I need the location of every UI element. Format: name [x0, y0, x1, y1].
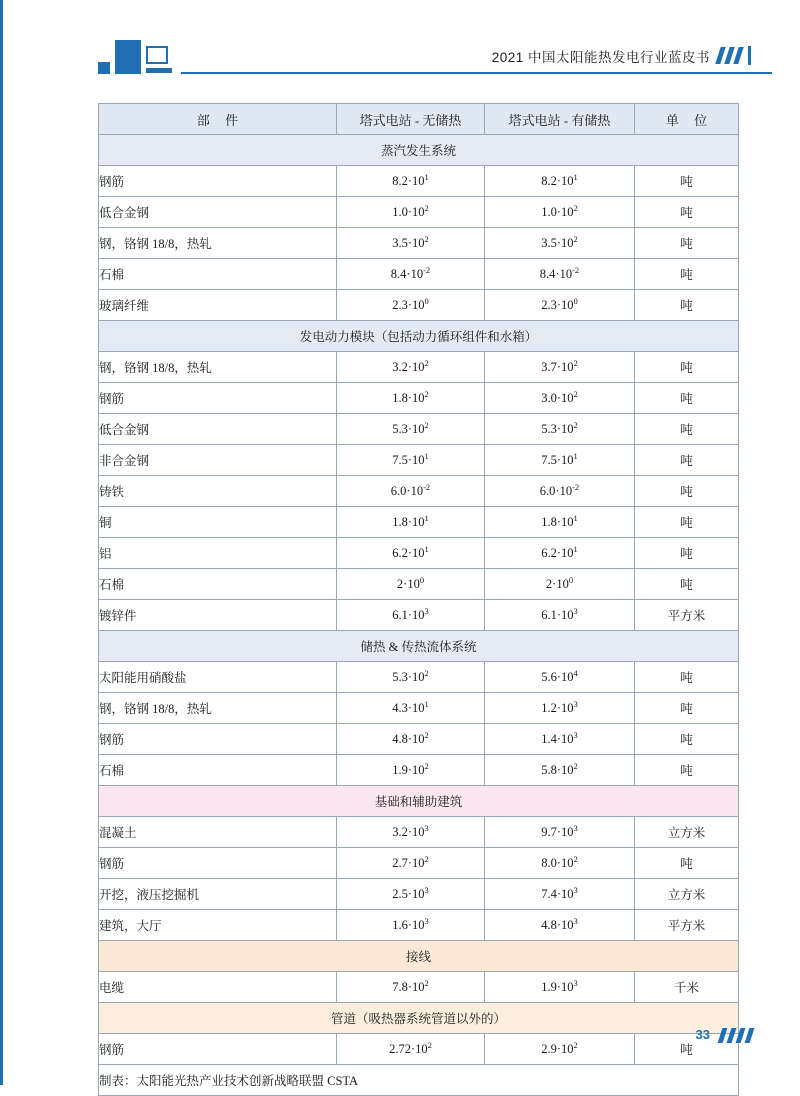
table-row: [99, 352, 739, 383]
component-name-cell: 铸铁: [99, 476, 337, 507]
table-row: [99, 166, 739, 197]
component-name-cell: 太阳能用硝酸盐: [99, 662, 337, 693]
unit-cell: 平方米: [635, 910, 739, 941]
value-with-storage-cell: $3.0\cdot 10^2$: [485, 383, 635, 414]
table-row: [99, 228, 739, 259]
column-header: 塔式电站 - 有储热: [485, 104, 635, 135]
section-header-row: [99, 1003, 739, 1034]
value-no-storage-cell: $1.9\cdot 10^2$: [337, 755, 485, 786]
unit-cell: 立方米: [635, 817, 739, 848]
section-header-row: [99, 321, 739, 352]
section-header-row: [99, 631, 739, 662]
component-name-cell: 混凝土: [99, 817, 337, 848]
value-with-storage-cell: $2\cdot 10^0$: [485, 569, 635, 600]
component-name-cell: 钢筋: [99, 1034, 337, 1065]
value-no-storage-cell: $3.5\cdot 10^2$: [337, 228, 485, 259]
unit-cell: 吨: [635, 848, 739, 879]
header-title: 2021 中国太阳能热发电行业蓝皮书: [491, 50, 710, 65]
component-name-cell: 钢筋: [99, 724, 337, 755]
value-no-storage-cell: $8.4\cdot 10^{-2}$: [337, 259, 485, 290]
unit-cell: 吨: [635, 538, 739, 569]
section-header-row: [99, 941, 739, 972]
unit-cell: 吨: [635, 414, 739, 445]
unit-cell: 吨: [635, 383, 739, 414]
table-row: [99, 910, 739, 941]
component-name-cell: 铜: [99, 507, 337, 538]
unit-cell: 吨: [635, 724, 739, 755]
unit-cell: 吨: [635, 352, 739, 383]
value-with-storage-cell: $1.8\cdot 10^1$: [485, 507, 635, 538]
unit-cell: 吨: [635, 755, 739, 786]
materials-table-container: [98, 103, 738, 1096]
component-name-cell: 低合金钢: [99, 414, 337, 445]
table-row: [99, 848, 739, 879]
component-name-cell: 电缆: [99, 972, 337, 1003]
value-with-storage-cell: $2.3\cdot 10^0$: [485, 290, 635, 321]
value-with-storage-cell: $9.7\cdot 10^3$: [485, 817, 635, 848]
component-name-cell: 钢，铬钢 18/8，热轧: [99, 693, 337, 724]
value-with-storage-cell: $5.6\cdot 10^4$: [485, 662, 635, 693]
slanted-bars-icon: [718, 47, 764, 64]
header-divider: [181, 72, 772, 74]
page-number: 33: [695, 1027, 710, 1042]
value-no-storage-cell: $1.8\cdot 10^2$: [337, 383, 485, 414]
value-no-storage-cell: $7.8\cdot 10^2$: [337, 972, 485, 1003]
component-name-cell: 玻璃纤维: [99, 290, 337, 321]
value-with-storage-cell: $3.5\cdot 10^2$: [485, 228, 635, 259]
slanted-bars-icon: [720, 1028, 772, 1043]
value-with-storage-cell: $1.0\cdot 10^2$: [485, 197, 635, 228]
table-row: [99, 600, 739, 631]
table-row: [99, 538, 739, 569]
component-name-cell: 钢筋: [99, 383, 337, 414]
unit-cell: 吨: [635, 1034, 739, 1065]
unit-cell: 吨: [635, 662, 739, 693]
page-footer: [652, 1027, 772, 1045]
column-header: 单 位: [635, 104, 739, 135]
page-header: [3, 38, 772, 84]
unit-cell: 吨: [635, 290, 739, 321]
value-no-storage-cell: $1.0\cdot 10^2$: [337, 197, 485, 228]
unit-cell: 吨: [635, 259, 739, 290]
unit-cell: 平方米: [635, 600, 739, 631]
logo-blocks-icon: [98, 40, 178, 80]
value-no-storage-cell: $6.1\cdot 10^3$: [337, 600, 485, 631]
table-row: [99, 817, 739, 848]
component-name-cell: 钢筋: [99, 166, 337, 197]
value-no-storage-cell: $6.0\cdot 10^{-2}$: [337, 476, 485, 507]
value-with-storage-cell: $1.9\cdot 10^3$: [485, 972, 635, 1003]
unit-cell: 吨: [635, 476, 739, 507]
table-note: 制表：太阳能光热产业技术创新战略联盟 CSTA: [99, 1065, 739, 1096]
value-no-storage-cell: $3.2\cdot 10^2$: [337, 352, 485, 383]
section-title: 基础和辅助建筑: [99, 786, 739, 817]
table-row: [99, 569, 739, 600]
value-no-storage-cell: $4.3\cdot 10^1$: [337, 693, 485, 724]
value-no-storage-cell: $5.3\cdot 10^2$: [337, 414, 485, 445]
unit-cell: 吨: [635, 197, 739, 228]
table-row: [99, 662, 739, 693]
value-with-storage-cell: $7.4\cdot 10^3$: [485, 879, 635, 910]
unit-cell: 吨: [635, 569, 739, 600]
component-name-cell: 建筑，大厅: [99, 910, 337, 941]
value-with-storage-cell: $3.7\cdot 10^2$: [485, 352, 635, 383]
unit-cell: 千米: [635, 972, 739, 1003]
table-row: [99, 197, 739, 228]
unit-cell: 吨: [635, 166, 739, 197]
value-no-storage-cell: $2.7\cdot 10^2$: [337, 848, 485, 879]
section-title: 发电动力模块（包括动力循环组件和水箱）: [99, 321, 739, 352]
component-name-cell: 石棉: [99, 569, 337, 600]
component-name-cell: 镀锌件: [99, 600, 337, 631]
component-name-cell: 开挖，液压挖掘机: [99, 879, 337, 910]
unit-cell: 吨: [635, 445, 739, 476]
table-row: [99, 972, 739, 1003]
value-with-storage-cell: $2.9\cdot 10^2$: [485, 1034, 635, 1065]
materials-table: [98, 103, 739, 1096]
component-name-cell: 低合金钢: [99, 197, 337, 228]
table-row: [99, 755, 739, 786]
value-no-storage-cell: $8.2\cdot 10^1$: [337, 166, 485, 197]
value-no-storage-cell: $1.6\cdot 10^3$: [337, 910, 485, 941]
value-no-storage-cell: $5.3\cdot 10^2$: [337, 662, 485, 693]
table-note-row: [99, 1065, 739, 1096]
value-no-storage-cell: $2.5\cdot 10^3$: [337, 879, 485, 910]
value-with-storage-cell: $6.2\cdot 10^1$: [485, 538, 635, 569]
value-no-storage-cell: $2\cdot 10^0$: [337, 569, 485, 600]
value-with-storage-cell: $8.0\cdot 10^2$: [485, 848, 635, 879]
section-header-row: [99, 135, 739, 166]
table-row: [99, 290, 739, 321]
unit-cell: 立方米: [635, 879, 739, 910]
value-no-storage-cell: $1.8\cdot 10^1$: [337, 507, 485, 538]
value-no-storage-cell: $2.72\cdot 10^2$: [337, 1034, 485, 1065]
unit-cell: 吨: [635, 228, 739, 259]
component-name-cell: 钢筋: [99, 848, 337, 879]
table-row: [99, 693, 739, 724]
value-with-storage-cell: $8.4\cdot 10^{-2}$: [485, 259, 635, 290]
component-name-cell: 铝: [99, 538, 337, 569]
column-header: 部 件: [99, 104, 337, 135]
component-name-cell: 钢，铬钢 18/8，热轧: [99, 352, 337, 383]
table-row: [99, 507, 739, 538]
component-name-cell: 钢，铬钢 18/8，热轧: [99, 228, 337, 259]
table-header-row: [99, 104, 739, 135]
value-with-storage-cell: $4.8\cdot 10^3$: [485, 910, 635, 941]
table-row: [99, 724, 739, 755]
value-with-storage-cell: $6.1\cdot 10^3$: [485, 600, 635, 631]
value-with-storage-cell: $8.2\cdot 10^1$: [485, 166, 635, 197]
section-title: 接线: [99, 941, 739, 972]
table-row: [99, 1034, 739, 1065]
value-with-storage-cell: $6.0\cdot 10^{-2}$: [485, 476, 635, 507]
component-name-cell: 石棉: [99, 259, 337, 290]
table-row: [99, 879, 739, 910]
section-title: 蒸汽发生系统: [99, 135, 739, 166]
table-row: [99, 259, 739, 290]
table-row: [99, 383, 739, 414]
table-row: [99, 445, 739, 476]
value-with-storage-cell: $5.3\cdot 10^2$: [485, 414, 635, 445]
value-no-storage-cell: $2.3\cdot 10^0$: [337, 290, 485, 321]
section-header-row: [99, 786, 739, 817]
value-with-storage-cell: $7.5\cdot 10^1$: [485, 445, 635, 476]
unit-cell: 吨: [635, 507, 739, 538]
unit-cell: 吨: [635, 693, 739, 724]
value-no-storage-cell: $3.2\cdot 10^3$: [337, 817, 485, 848]
value-no-storage-cell: $7.5\cdot 10^1$: [337, 445, 485, 476]
component-name-cell: 非合金钢: [99, 445, 337, 476]
value-no-storage-cell: $6.2\cdot 10^1$: [337, 538, 485, 569]
table-row: [99, 476, 739, 507]
value-with-storage-cell: $1.2\cdot 10^3$: [485, 693, 635, 724]
section-title: 储热 & 传热流体系统: [99, 631, 739, 662]
table-row: [99, 414, 739, 445]
value-no-storage-cell: $4.8\cdot 10^2$: [337, 724, 485, 755]
section-title: 管道（吸热器系统管道以外的）: [99, 1003, 739, 1034]
value-with-storage-cell: $1.4\cdot 10^3$: [485, 724, 635, 755]
component-name-cell: 石棉: [99, 755, 337, 786]
value-with-storage-cell: $5.8\cdot 10^2$: [485, 755, 635, 786]
column-header: 塔式电站 - 无储热: [337, 104, 485, 135]
